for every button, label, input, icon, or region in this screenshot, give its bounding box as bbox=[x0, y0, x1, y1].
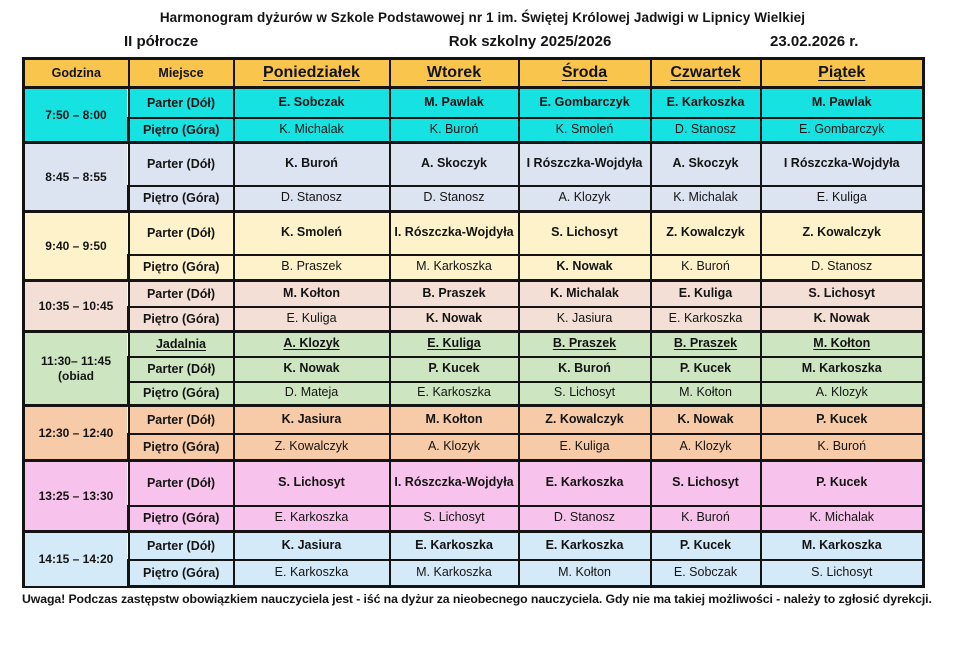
teacher-name-cell: D. Stanosz bbox=[234, 186, 390, 212]
place-cell: Parter (Dół) bbox=[129, 143, 234, 186]
teacher-name-cell: M. Kołton bbox=[519, 560, 651, 587]
teacher-name-cell: K. Nowak bbox=[651, 406, 761, 434]
teacher-name-cell: P. Kucek bbox=[761, 406, 924, 434]
time-slot-cell: 8:45 – 8:55 bbox=[24, 143, 129, 212]
teacher-name-cell: S. Lichosyt bbox=[519, 212, 651, 255]
teacher-name-cell: B. Praszek bbox=[234, 255, 390, 281]
teacher-name-cell: A. Klozyk bbox=[519, 186, 651, 212]
header-miejsce: Miejsce bbox=[129, 59, 234, 88]
header-wtorek: Wtorek bbox=[390, 59, 519, 88]
schedule-row bbox=[24, 255, 924, 281]
teacher-name-cell: A. Klozyk bbox=[390, 434, 519, 461]
schedule-row bbox=[24, 382, 924, 406]
teacher-name-cell: E. Gombarczyk bbox=[519, 88, 651, 118]
place-cell: Piętro (Góra) bbox=[129, 307, 234, 332]
teacher-name-cell: E. Karkoszka bbox=[390, 382, 519, 406]
teacher-name-cell: D. Mateja bbox=[234, 382, 390, 406]
teacher-name-cell: E. Gombarczyk bbox=[761, 118, 924, 143]
teacher-name-cell: K. Nowak bbox=[390, 307, 519, 332]
teacher-name-cell: A. Klozyk bbox=[234, 332, 390, 357]
teacher-name-cell: A. Skoczyk bbox=[651, 143, 761, 186]
header-poniedzialek: Poniedziałek bbox=[234, 59, 390, 88]
teacher-name-cell: A. Klozyk bbox=[761, 382, 924, 406]
place-cell: Parter (Dół) bbox=[129, 88, 234, 118]
time-slot-cell: 14:15 – 14:20 bbox=[24, 532, 129, 587]
header-godzina: Godzina bbox=[24, 59, 129, 88]
teacher-name-cell: M. Pawlak bbox=[390, 88, 519, 118]
teacher-name-cell: E. Kuliga bbox=[651, 281, 761, 307]
place-cell: Parter (Dół) bbox=[129, 212, 234, 255]
teacher-name-cell: M. Kołton bbox=[651, 382, 761, 406]
teacher-name-cell: Z. Kowalczyk bbox=[761, 212, 924, 255]
teacher-name-cell: B. Praszek bbox=[651, 332, 761, 357]
schedule-row bbox=[24, 307, 924, 332]
teacher-name-cell: I. Rószczka-Wojdyła bbox=[390, 461, 519, 506]
teacher-name-cell: K. Smoleń bbox=[519, 118, 651, 143]
teacher-name-cell: D. Stanosz bbox=[519, 506, 651, 532]
teacher-name-cell: K. Michalak bbox=[234, 118, 390, 143]
place-cell: Piętro (Góra) bbox=[129, 118, 234, 143]
schedule-row bbox=[24, 186, 924, 212]
teacher-name-cell: S. Lichosyt bbox=[761, 281, 924, 307]
place-cell: Piętro (Góra) bbox=[129, 255, 234, 281]
header-piatek: Piątek bbox=[761, 59, 924, 88]
header-sroda: Środa bbox=[519, 59, 651, 88]
teacher-name-cell: A. Klozyk bbox=[651, 434, 761, 461]
teacher-name-cell: E. Kuliga bbox=[234, 307, 390, 332]
time-slot-cell: 7:50 – 8:00 bbox=[24, 88, 129, 143]
time-slot-cell: 10:35 – 10:45 bbox=[24, 281, 129, 332]
teacher-name-cell: E. Sobczak bbox=[234, 88, 390, 118]
teacher-name-cell: K. Buroń bbox=[761, 434, 924, 461]
teacher-name-cell: B. Praszek bbox=[390, 281, 519, 307]
teacher-name-cell: K. Nowak bbox=[519, 255, 651, 281]
teacher-name-cell: K. Buroń bbox=[651, 255, 761, 281]
place-cell: Piętro (Góra) bbox=[129, 186, 234, 212]
teacher-name-cell: A. Skoczyk bbox=[390, 143, 519, 186]
teacher-name-cell: E. Karkoszka bbox=[651, 88, 761, 118]
teacher-name-cell: K. Michalak bbox=[651, 186, 761, 212]
teacher-name-cell: E. Kuliga bbox=[519, 434, 651, 461]
teacher-name-cell: E. Sobczak bbox=[651, 560, 761, 587]
teacher-name-cell: Z. Kowalczyk bbox=[234, 434, 390, 461]
schedule-row bbox=[24, 560, 924, 587]
time-slot-note: (obiad bbox=[58, 368, 94, 383]
teacher-name-cell: E. Karkoszka bbox=[390, 532, 519, 560]
place-cell: Parter (Dół) bbox=[129, 532, 234, 560]
teacher-name-cell: P. Kucek bbox=[390, 357, 519, 382]
time-slot-cell: 13:25 – 13:30 bbox=[24, 461, 129, 532]
header-row bbox=[24, 59, 924, 88]
teacher-name-cell: E. Karkoszka bbox=[234, 560, 390, 587]
schedule-row bbox=[24, 143, 924, 186]
teacher-name-cell: K. Buroń bbox=[234, 143, 390, 186]
page-title: Harmonogram dyżurów w Szkole Podstawowej nr 1 im. Świętej Królowej Jadwigi w Lipnicy Wielkiej bbox=[159, 10, 806, 25]
teacher-name-cell: S. Lichosyt bbox=[234, 461, 390, 506]
teacher-name-cell: K. Buroń bbox=[390, 118, 519, 143]
teacher-name-cell: M. Karkoszka bbox=[761, 532, 924, 560]
teacher-name-cell: E. Karkoszka bbox=[519, 532, 651, 560]
place-cell: Piętro (Góra) bbox=[129, 506, 234, 532]
teacher-name-cell: K. Jasiura bbox=[234, 532, 390, 560]
footer-note: Uwaga! Podczas zastępstw obowiązkiem nauczyciela jest - iść na dyżur za nieobecnego nauczyciela. Gdy nie ma takiej możliwości - należy to zgłosić dyrekcji. bbox=[22, 592, 932, 606]
teacher-name-cell: S. Lichosyt bbox=[519, 382, 651, 406]
teacher-name-cell: I Rószczka-Wojdyła bbox=[519, 143, 651, 186]
teacher-name-cell: Z. Kowalczyk bbox=[519, 406, 651, 434]
header-czwartek: Czwartek bbox=[651, 59, 761, 88]
teacher-name-cell: K. Nowak bbox=[234, 357, 390, 382]
teacher-name-cell: P. Kucek bbox=[761, 461, 924, 506]
teacher-name-cell: Z. Kowalczyk bbox=[651, 212, 761, 255]
place-cell: Parter (Dół) bbox=[129, 357, 234, 382]
time-slot-cell: 11:30– 11:45 (obiad bbox=[24, 332, 129, 406]
schedule-row bbox=[24, 357, 924, 382]
place-cell: Parter (Dół) bbox=[129, 406, 234, 434]
teacher-name-cell: M. Karkoszka bbox=[761, 357, 924, 382]
duty-schedule-table bbox=[22, 57, 925, 588]
time-slot-cell: 9:40 – 9:50 bbox=[24, 212, 129, 281]
semester-label: II półrocze bbox=[124, 33, 199, 50]
teacher-name-cell: S. Lichosyt bbox=[390, 506, 519, 532]
schedule-row bbox=[24, 532, 924, 560]
teacher-name-cell: E. Karkoszka bbox=[651, 307, 761, 332]
teacher-name-cell: K. Nowak bbox=[761, 307, 924, 332]
teacher-name-cell: E. Karkoszka bbox=[234, 506, 390, 532]
teacher-name-cell: K. Buroń bbox=[651, 506, 761, 532]
teacher-name-cell: M. Kołton bbox=[234, 281, 390, 307]
teacher-name-cell: P. Kucek bbox=[651, 532, 761, 560]
place-cell: Parter (Dół) bbox=[129, 461, 234, 506]
teacher-name-cell: I. Rószczka-Wojdyła bbox=[390, 212, 519, 255]
teacher-name-cell: D. Stanosz bbox=[390, 186, 519, 212]
teacher-name-cell: E. Kuliga bbox=[761, 186, 924, 212]
place-cell: Piętro (Góra) bbox=[129, 382, 234, 406]
teacher-name-cell: M. Pawlak bbox=[761, 88, 924, 118]
teacher-name-cell: K. Jasiura bbox=[519, 307, 651, 332]
place-cell: Piętro (Góra) bbox=[129, 560, 234, 587]
teacher-name-cell: E. Karkoszka bbox=[519, 461, 651, 506]
schedule-row bbox=[24, 434, 924, 461]
date-label: 23.02.2026 r. bbox=[770, 33, 859, 50]
teacher-name-cell: D. Stanosz bbox=[651, 118, 761, 143]
place-cell: Piętro (Góra) bbox=[129, 434, 234, 461]
schedule-row bbox=[24, 281, 924, 307]
school-year-label: Rok szkolny 2025/2026 bbox=[448, 33, 612, 50]
teacher-name-cell: D. Stanosz bbox=[761, 255, 924, 281]
teacher-name-cell: E. Kuliga bbox=[390, 332, 519, 357]
teacher-name-cell: K. Michalak bbox=[519, 281, 651, 307]
schedule-row bbox=[24, 506, 924, 532]
teacher-name-cell: P. Kucek bbox=[651, 357, 761, 382]
teacher-name-cell: M. Kołton bbox=[390, 406, 519, 434]
teacher-name-cell: I Rószczka-Wojdyła bbox=[761, 143, 924, 186]
schedule-row bbox=[24, 461, 924, 506]
teacher-name-cell: M. Karkoszka bbox=[390, 560, 519, 587]
teacher-name-cell: M. Karkoszka bbox=[390, 255, 519, 281]
schedule-row bbox=[24, 88, 924, 118]
place-cell: Jadalnia bbox=[129, 332, 234, 357]
time-slot-cell: 12:30 – 12:40 bbox=[24, 406, 129, 461]
schedule-row bbox=[24, 118, 924, 143]
place-cell: Parter (Dół) bbox=[129, 281, 234, 307]
teacher-name-cell: S. Lichosyt bbox=[761, 560, 924, 587]
schedule-row bbox=[24, 212, 924, 255]
teacher-name-cell: B. Praszek bbox=[519, 332, 651, 357]
teacher-name-cell: K. Michalak bbox=[761, 506, 924, 532]
teacher-name-cell: K. Jasiura bbox=[234, 406, 390, 434]
teacher-name-cell: K. Buroń bbox=[519, 357, 651, 382]
teacher-name-cell: K. Smoleń bbox=[234, 212, 390, 255]
schedule-row bbox=[24, 406, 924, 434]
teacher-name-cell: M. Kołton bbox=[761, 332, 924, 357]
schedule-row bbox=[24, 332, 924, 357]
teacher-name-cell: S. Lichosyt bbox=[651, 461, 761, 506]
